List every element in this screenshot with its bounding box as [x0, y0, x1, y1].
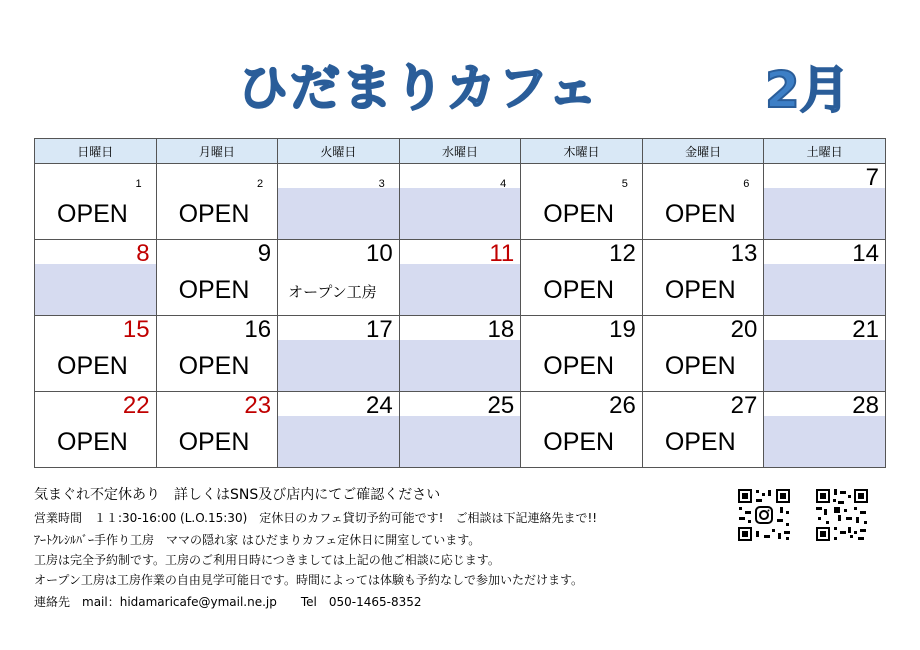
day-number: 28	[852, 392, 879, 419]
open-label: OPEN	[543, 428, 615, 456]
open-label: OPEN	[664, 352, 736, 380]
day-cell-content	[278, 164, 399, 239]
day-cell-content	[35, 240, 156, 315]
day-number: 7	[865, 164, 879, 191]
calendar-day-cell	[156, 316, 278, 392]
notice-irregular-holidays: 気まぐれ不定休あり 詳しくはSNS及び店内にてご確認ください	[34, 487, 441, 503]
open-label: OPEN	[664, 276, 736, 304]
day-number: 23	[244, 392, 272, 419]
calendar-day-cell	[278, 240, 400, 316]
qr-code-instagram-icon[interactable]	[736, 487, 792, 543]
day-cell-content	[35, 392, 156, 467]
weekday-thu: 木曜日	[521, 139, 643, 164]
open-label: OPEN	[178, 352, 250, 380]
day-cell-content	[35, 316, 156, 391]
calendar-day-cell	[156, 240, 278, 316]
weekday-sun: 日曜日	[35, 139, 157, 164]
day-cell-content	[764, 164, 885, 239]
notice-reservation: 工房は完全予約制です。工房のご利用日時につきましては上記の他ご相談に応じます。	[34, 553, 500, 567]
day-cell-content	[764, 240, 885, 315]
day-number: 16	[244, 316, 272, 343]
calendar-day-cell	[399, 240, 521, 316]
calendar-day-cell	[278, 316, 400, 392]
day-cell-content	[400, 316, 521, 391]
day-number: 27	[730, 392, 758, 419]
day-number: 17	[365, 316, 393, 343]
calendar-body	[35, 164, 886, 468]
day-number: 8	[136, 240, 150, 267]
day-number: 14	[852, 240, 879, 267]
open-label: OPEN	[57, 200, 128, 228]
day-number: 24	[365, 392, 393, 419]
calendar-day-cell	[764, 392, 886, 468]
open-label: OPEN	[57, 428, 128, 456]
open-label: OPEN	[178, 276, 250, 304]
month-label: 2月	[765, 61, 850, 119]
calendar-day-cell	[156, 164, 278, 240]
day-cell-content	[278, 240, 399, 315]
calendar-day-cell	[764, 240, 886, 316]
calendar-day-cell	[35, 240, 157, 316]
day-cell-content	[521, 240, 642, 315]
day-cell-content	[643, 392, 764, 467]
day-cell-content	[400, 164, 521, 239]
calendar-day-cell	[642, 316, 764, 392]
contact-info: 連絡先 mail：hidamaricafe@ymail.ne.jp Tel 050-1465-8352	[34, 595, 422, 609]
closed-day-shade	[764, 264, 885, 315]
day-number: 19	[609, 316, 636, 343]
day-cell-content	[157, 392, 278, 467]
day-number: 5	[621, 178, 628, 190]
open-label: OPEN	[664, 200, 736, 228]
weekday-sat: 土曜日	[764, 139, 886, 164]
day-number: 11	[489, 240, 515, 267]
calendar-day-cell	[642, 164, 764, 240]
open-label: OPEN	[178, 200, 250, 228]
closed-day-shade	[35, 264, 156, 315]
calendar-week-row	[35, 316, 886, 392]
weekday-wed: 水曜日	[399, 139, 521, 164]
calendar-day-cell	[764, 316, 886, 392]
closed-day-shade	[278, 340, 399, 391]
closed-day-shade	[400, 340, 521, 391]
weekday-mon: 月曜日	[156, 139, 278, 164]
closed-day-shade	[400, 416, 521, 467]
day-cell-content	[764, 392, 885, 467]
calendar-week-row	[35, 392, 886, 468]
closed-day-shade	[400, 264, 521, 315]
day-cell-content	[643, 164, 764, 239]
day-number: 20	[730, 316, 758, 343]
day-number: 4	[500, 178, 507, 190]
calendar-day-cell	[399, 392, 521, 468]
day-number: 18	[487, 316, 515, 343]
open-label: OPEN	[178, 428, 250, 456]
calendar-day-cell	[642, 240, 764, 316]
closed-day-shade	[764, 340, 885, 391]
day-cell-content	[521, 316, 642, 391]
qr-code-icon[interactable]	[814, 487, 870, 543]
day-cell-content	[35, 164, 156, 239]
calendar-day-cell	[35, 316, 157, 392]
day-cell-content	[764, 316, 885, 391]
calendar-day-cell	[521, 316, 643, 392]
day-cell-content	[278, 392, 399, 467]
calendar-day-cell	[764, 164, 886, 240]
weekday-header-row	[35, 139, 886, 164]
calendar-week-row	[35, 240, 886, 316]
calendar-day-cell	[642, 392, 764, 468]
day-cell-content	[157, 240, 278, 315]
day-number: 22	[122, 392, 150, 419]
day-number: 15	[122, 316, 150, 343]
day-number: 13	[730, 240, 758, 267]
day-number: 3	[378, 178, 385, 190]
day-number: 6	[743, 178, 750, 190]
calendar-day-cell	[278, 392, 400, 468]
day-number: 10	[365, 240, 393, 267]
calendar-day-cell	[278, 164, 400, 240]
closed-day-shade	[278, 416, 399, 467]
open-workshop-label: オープン工房	[288, 283, 377, 301]
day-number: 21	[852, 316, 879, 343]
day-number: 2	[257, 178, 264, 190]
calendar-day-cell	[521, 392, 643, 468]
weekday-tue: 火曜日	[278, 139, 400, 164]
closed-day-shade	[764, 188, 885, 239]
day-number: 12	[609, 240, 636, 267]
calendar-title: ひだまりカフェ	[238, 59, 600, 117]
day-number: 25	[487, 392, 515, 419]
closed-day-shade	[764, 416, 885, 467]
day-cell-content	[521, 164, 642, 239]
calendar-week-row	[35, 164, 886, 240]
calendar-day-cell	[156, 392, 278, 468]
day-number: 1	[135, 178, 142, 190]
open-label: OPEN	[57, 352, 128, 380]
notice-business-hours: 営業時間 １１:30-16:00 (L.O.15:30) 定休日のカフェ貸切予約可能です! ご相談は下記連絡先まで!!	[34, 511, 598, 525]
weekday-fri: 金曜日	[642, 139, 764, 164]
day-cell-content	[521, 392, 642, 467]
open-label: OPEN	[543, 352, 615, 380]
qr-code-graphic	[814, 487, 870, 543]
calendar-day-cell	[35, 164, 157, 240]
day-number: 26	[609, 392, 636, 419]
day-cell-content	[157, 164, 278, 239]
day-cell-content	[400, 240, 521, 315]
day-cell-content	[400, 392, 521, 467]
calendar-day-cell	[35, 392, 157, 468]
open-label: OPEN	[664, 428, 736, 456]
calendar-day-cell	[399, 316, 521, 392]
calendar-day-cell	[399, 164, 521, 240]
day-cell-content	[278, 316, 399, 391]
calendar-day-cell	[521, 240, 643, 316]
calendar-day-cell	[521, 164, 643, 240]
notice-open-workshop: オープン工房は工房作業の自由見学可能日です。時間によっては体験も予約なしで参加いただけます。	[34, 573, 584, 587]
open-label: OPEN	[543, 200, 615, 228]
calendar-grid	[34, 138, 886, 468]
day-number: 9	[257, 240, 272, 267]
open-label: OPEN	[543, 276, 615, 304]
day-cell-content	[643, 316, 764, 391]
day-cell-content	[643, 240, 764, 315]
notice-workshop: ｱｰﾄｸﾚｼﾙﾊﾞｰ手作り工房 ママの隠れ家 はひだまりカフェ定休日に開室しています。	[34, 533, 481, 547]
day-cell-content	[157, 316, 278, 391]
qr-code-instagram-graphic	[736, 487, 792, 543]
